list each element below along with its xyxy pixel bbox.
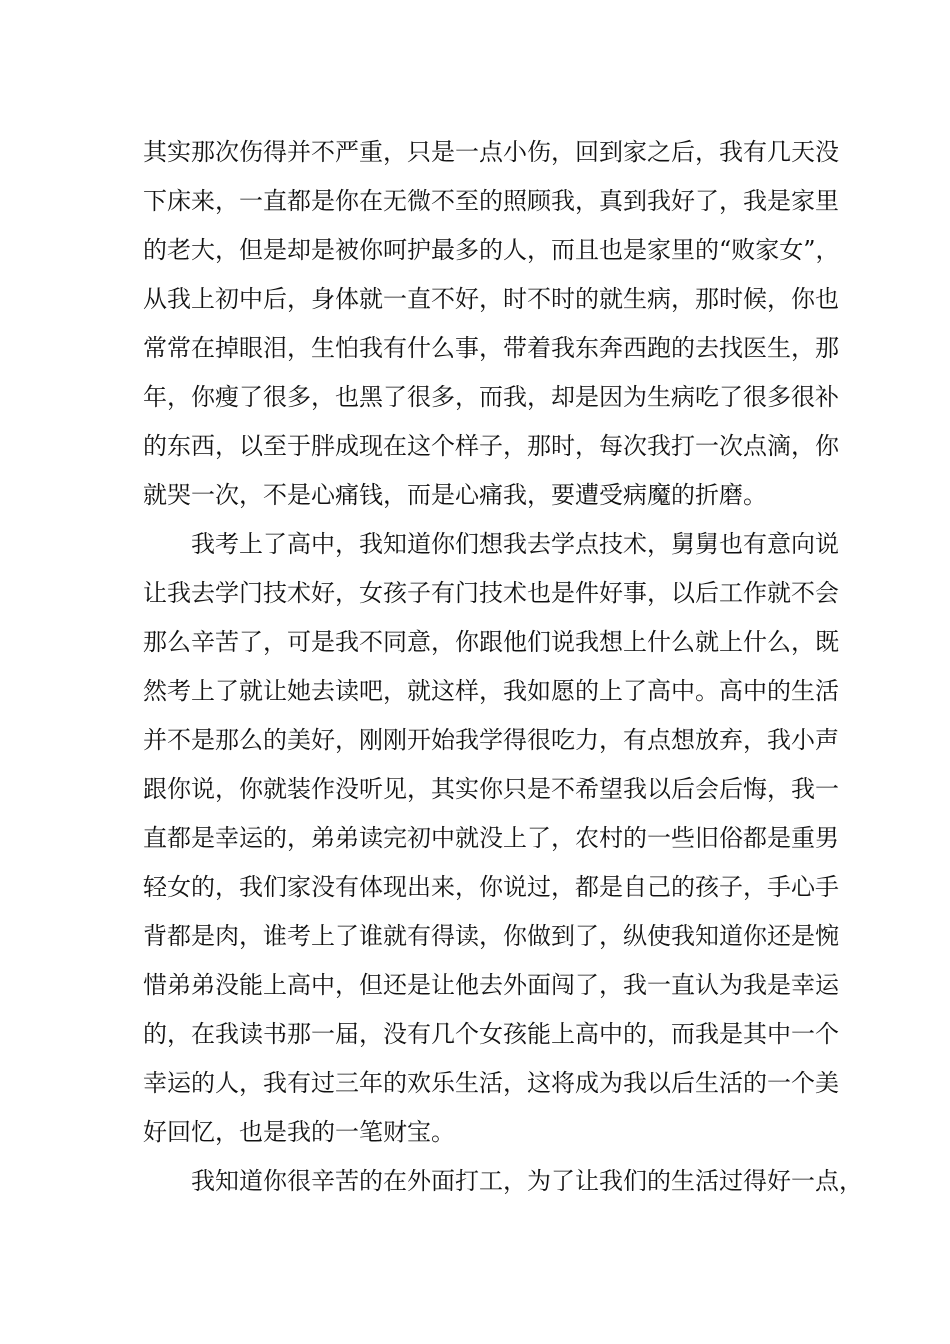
text-line: 惜弟弟没能上高中，但还是让他去外面闯了，我一直认为我是幸运 xyxy=(143,971,839,999)
text-line: 其实那次伤得并不严重，只是一点小伤，回到家之后，我有几天没 xyxy=(143,138,839,166)
text-line: 我知道你很辛苦的在外面打工，为了让我们的生活过得好一点， xyxy=(191,1167,863,1195)
text-line: 跟你说，你就装作没听见，其实你只是不希望我以后会后悔，我一 xyxy=(143,775,839,803)
text-line: 下床来，一直都是你在无微不至的照顾我，真到我好了，我是家里 xyxy=(143,187,839,215)
text-line: 从我上初中后，身体就一直不好，时不时的就生病，那时候，你也 xyxy=(143,285,839,313)
text-line: 就哭一次，不是心痛钱，而是心痛我，要遭受病魔的折磨。 xyxy=(143,481,767,509)
text-line: 的老大，但是却是被你呵护最多的人，而且也是家里的“败家女”， xyxy=(143,236,840,264)
text-line: 幸运的人，我有过三年的欢乐生活，这将成为我以后生活的一个美 xyxy=(143,1069,839,1097)
text-line: 那么辛苦了，可是我不同意，你跟他们说我想上什么就上什么，既 xyxy=(143,628,839,656)
text-line: 让我去学门技术好，女孩子有门技术也是件好事，以后工作就不会 xyxy=(143,579,839,607)
text-line: 直都是幸运的，弟弟读完初中就没上了，农村的一些旧俗都是重男 xyxy=(143,824,839,852)
text-line: 常常在掉眼泪，生怕我有什么事，带着我东奔西跑的去找医生，那 xyxy=(143,334,839,362)
text-line: 轻女的，我们家没有体现出来，你说过，都是自己的孩子，手心手 xyxy=(143,873,839,901)
text-line: 的，在我读书那一届，没有几个女孩能上高中的，而我是其中一个 xyxy=(143,1020,839,1048)
text-line: 的东西，以至于胖成现在这个样子，那时，每次我打一次点滴，你 xyxy=(143,432,839,460)
text-line: 背都是肉，谁考上了谁就有得读，你做到了，纵使我知道你还是惋 xyxy=(143,922,839,950)
text-line: 并不是那么的美好，刚刚开始我学得很吃力，有点想放弃，我小声 xyxy=(143,726,839,754)
text-line: 好回忆，也是我的一笔财宝。 xyxy=(143,1118,455,1146)
text-line: 年，你瘦了很多，也黑了很多，而我，却是因为生病吃了很多很补 xyxy=(143,383,839,411)
text-line: 我考上了高中，我知道你们想我去学点技术，舅舅也有意向说 xyxy=(191,530,839,558)
body-text xyxy=(143,128,863,1206)
text-line: 然考上了就让她去读吧，就这样，我如愿的上了高中。高中的生活 xyxy=(143,677,839,705)
